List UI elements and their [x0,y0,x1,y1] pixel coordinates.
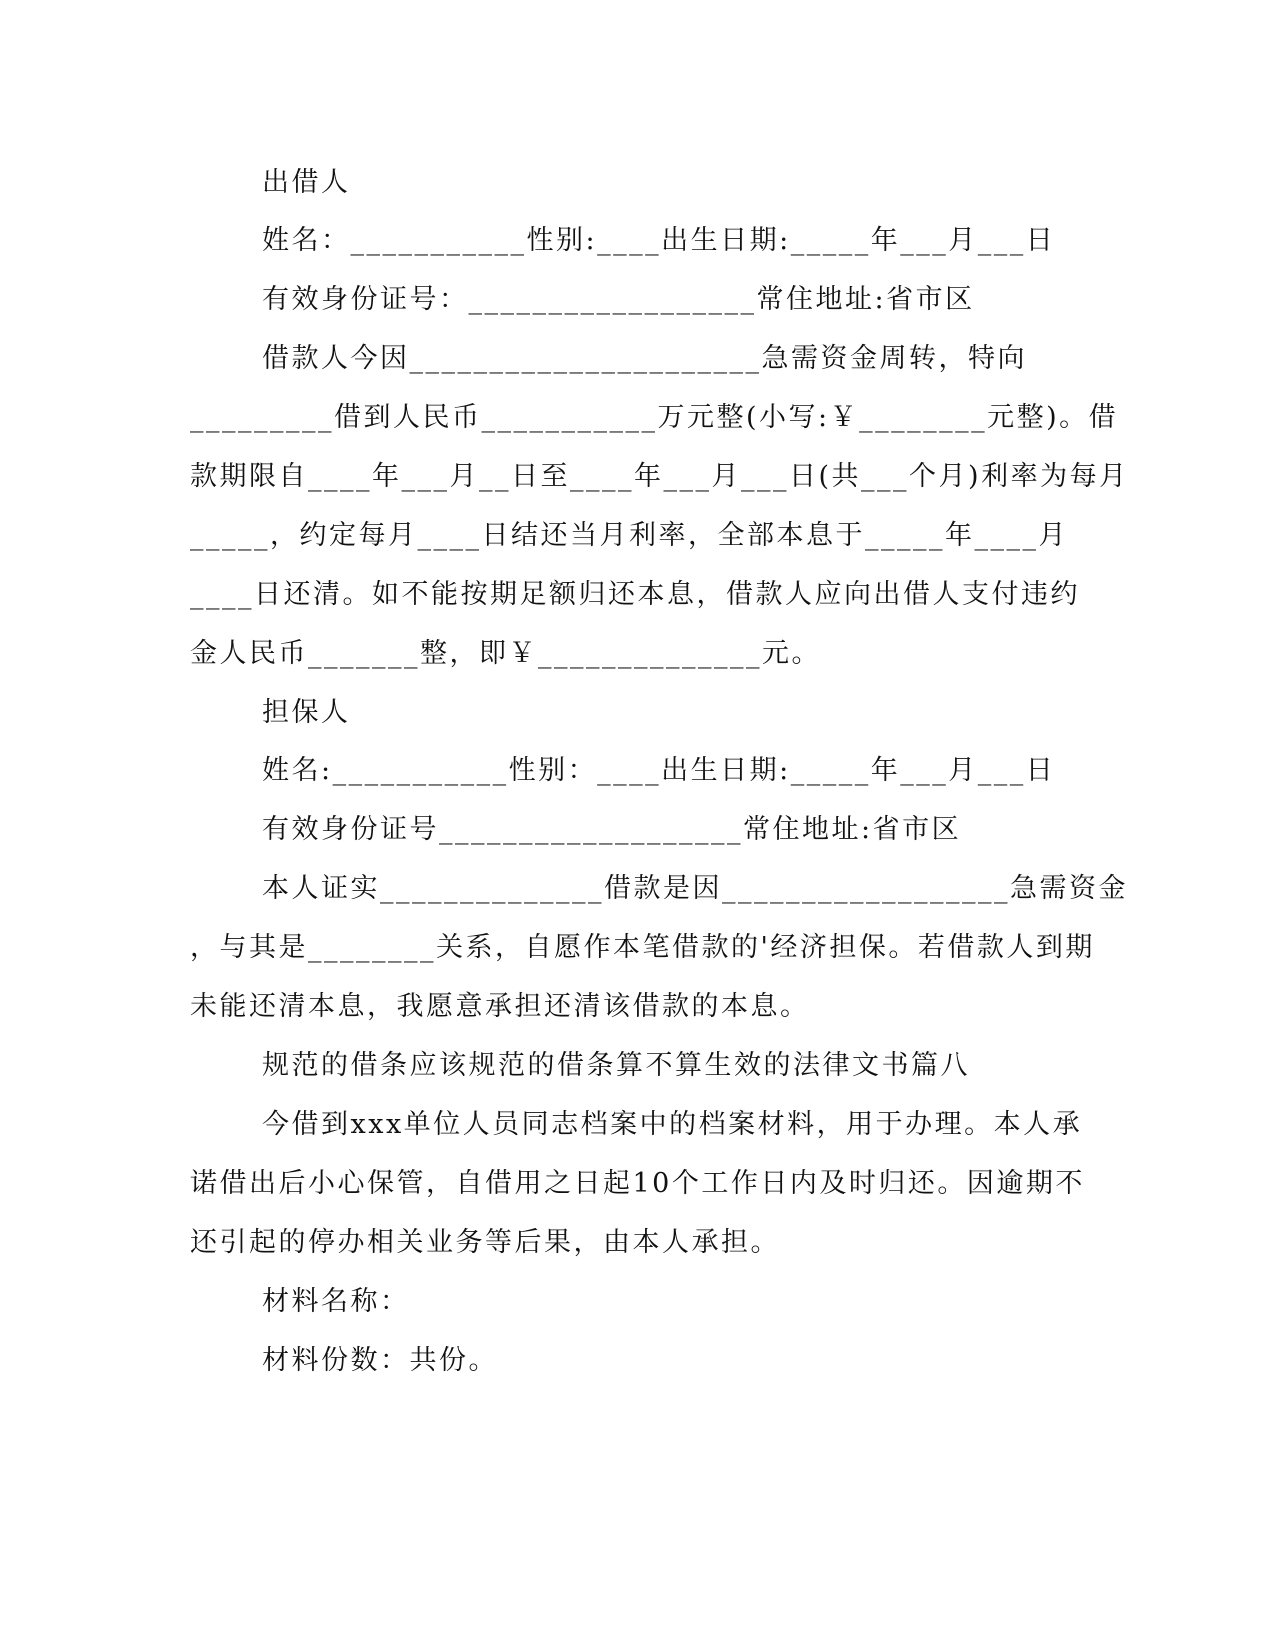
repayment-terms-line: _____，约定每月____日结还当月利率，全部本息于_____年____月 [190,520,1068,551]
section-title: 规范的借条应该规范的借条算不算生效的法律文书篇八 [262,1050,970,1081]
guarantor-heading: 担保人 [262,697,351,728]
guarantor-confirmation-line: 本人证实______________借款是因__________________急需资金 [262,873,1128,904]
loan-period-line: 款期限自____年___月__日至____年___月___日(共___个月)利率为每月 [190,461,1129,492]
penalty-amount-line: 金人民币_______整，即￥______________元。 [190,638,821,669]
lender-heading: 出借人 [262,167,351,198]
default-terms-line: ____日还清。如不能按期足额归还本息，借款人应向出借人支付违约 [190,579,1080,610]
archive-borrow-line-3: 还引起的停办相关业务等后果，由本人承担。 [190,1227,780,1258]
loan-reason-line: 借款人今因______________________急需资金周转，特向 [262,343,1027,374]
guarantor-id-line: 有效身份证号___________________常住地址:省市区 [262,814,962,845]
guarantor-commitment-line: 未能还清本息，我愿意承担还清该借款的本息。 [190,991,810,1022]
material-name-line: 材料名称： [262,1286,410,1317]
guarantor-relationship-line: ，与其是________关系，自愿作本笔借款的'经济担保。若借款人到期 [190,932,1095,963]
archive-borrow-line-1: 今借到xxx单位人员同志档案中的档案材料，用于办理。本人承 [262,1109,1083,1140]
loan-amount-line: _________借到人民币___________万元整(小写:￥________元整)。借 [190,402,1119,433]
archive-borrow-line-2: 诺借出后小心保管，自借用之日起10个工作日内及时归还。因逾期不 [190,1168,1085,1199]
lender-name-line: 姓名：___________性别:____出生日期:_____年___月___日 [262,225,1056,256]
material-count-line: 材料份数：共份。 [262,1345,498,1376]
lender-id-line: 有效身份证号：__________________常住地址:省市区 [262,284,975,315]
guarantor-name-line: 姓名:___________性别：____出生日期:_____年___月___日 [262,755,1056,786]
